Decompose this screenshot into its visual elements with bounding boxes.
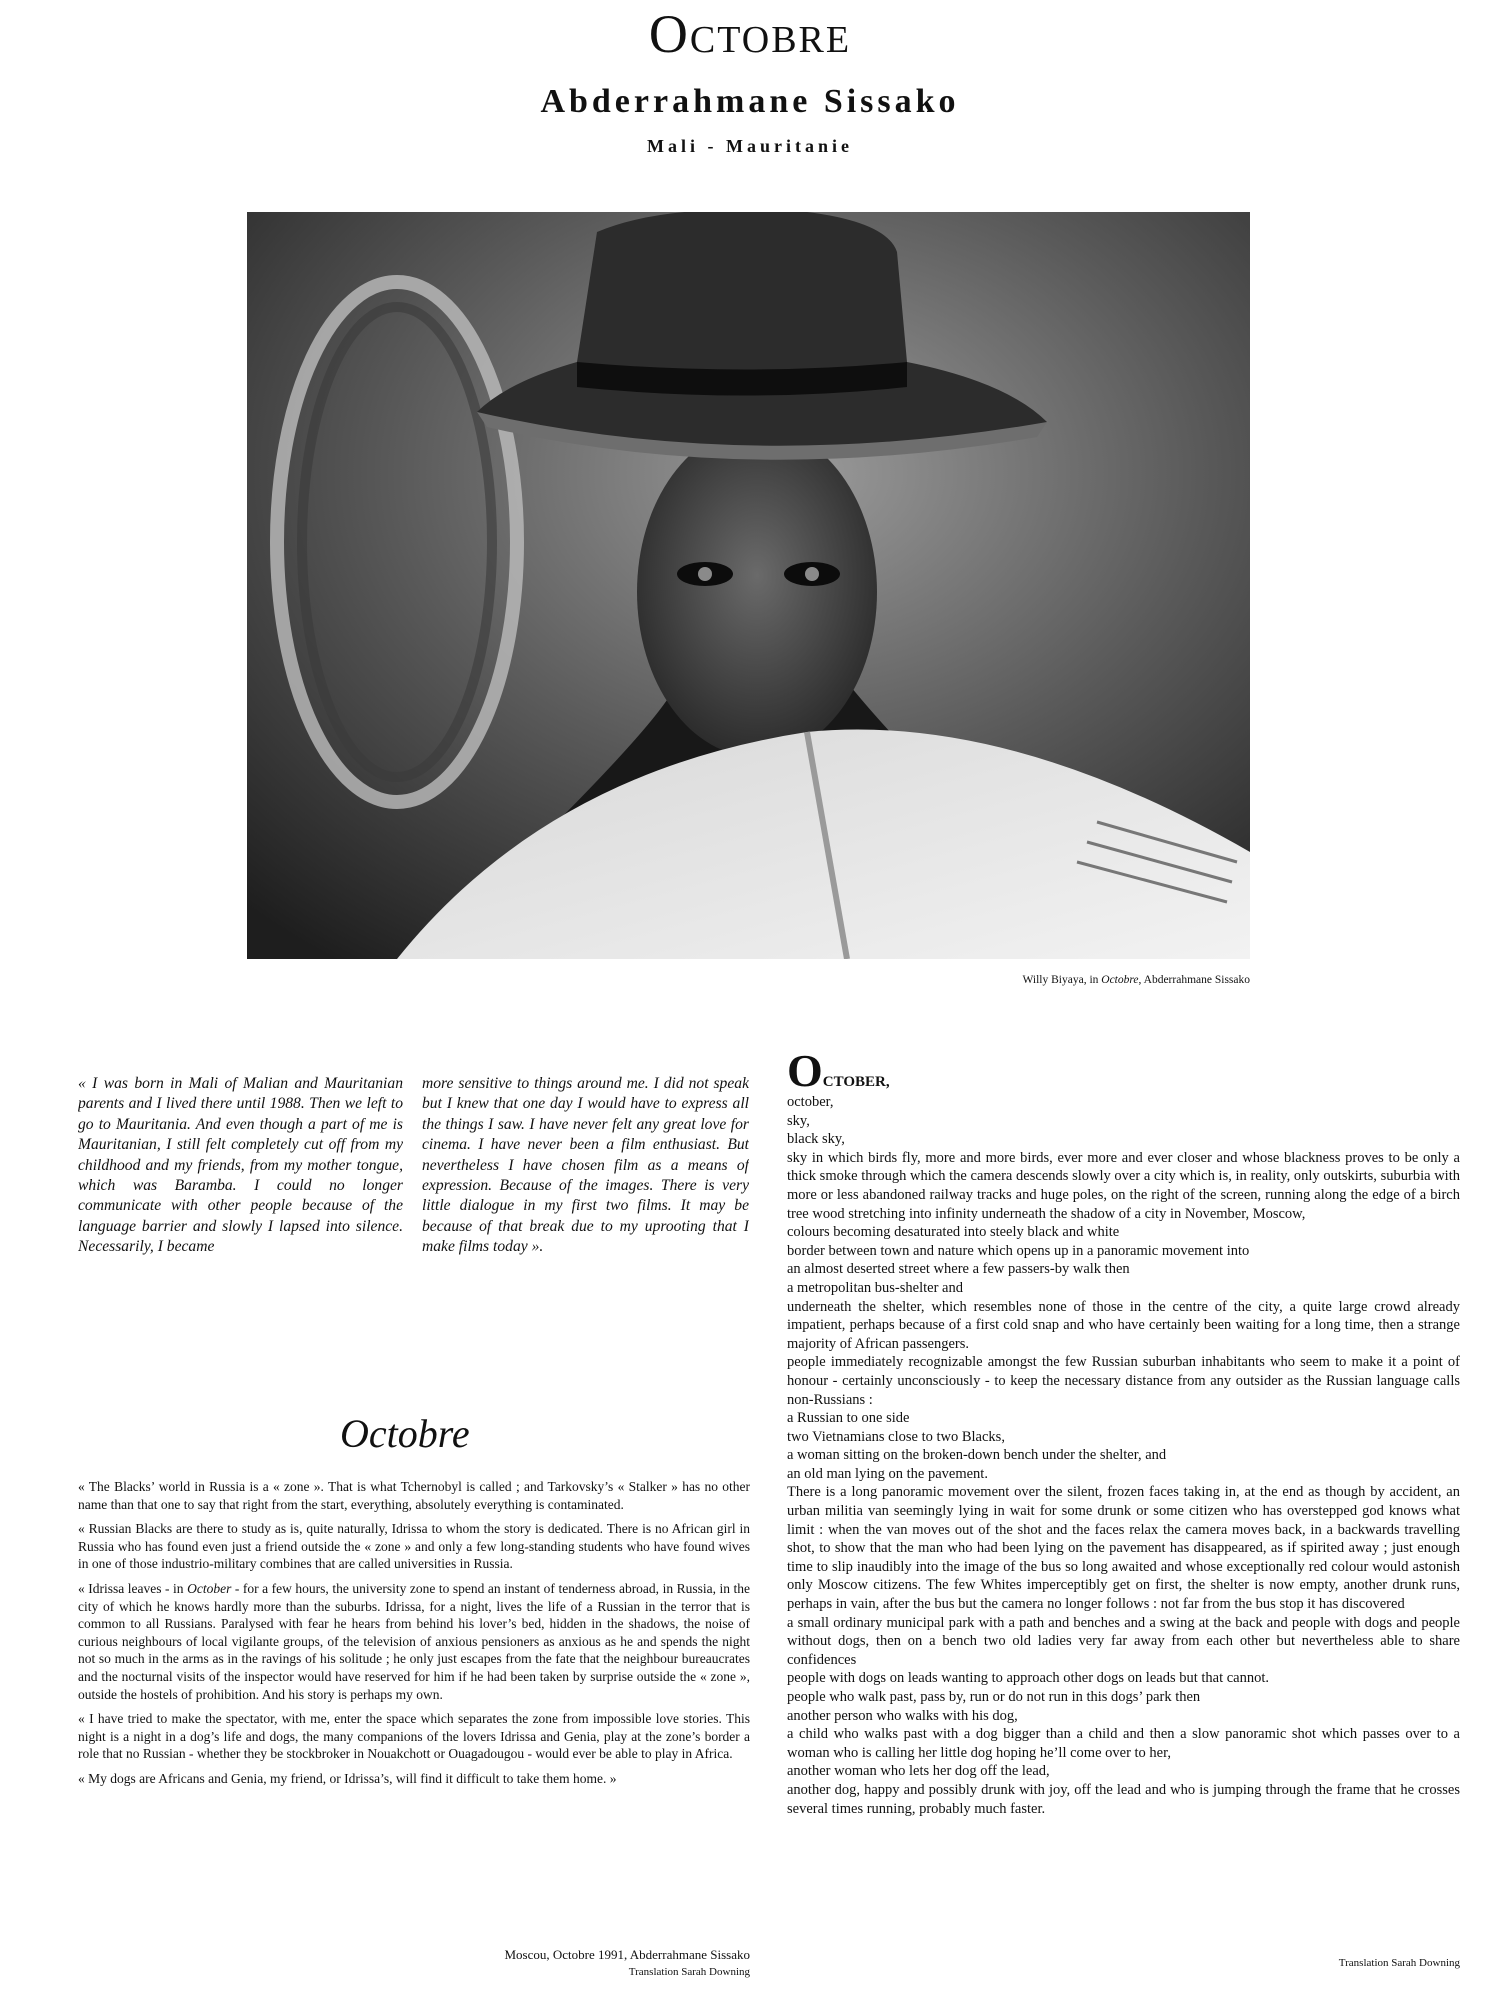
translator-credit: Translation Sarah Downing xyxy=(628,1966,750,1978)
synopsis-poem xyxy=(787,1045,1460,1818)
film-still-photo xyxy=(247,212,1250,959)
poem-line: two Vietnamians close to two Blacks, xyxy=(787,1428,1005,1445)
poem-line: october, xyxy=(787,1094,834,1110)
poem-line: colours becoming desaturated into steely black and white xyxy=(787,1224,1120,1241)
poem-line: a small ordinary municipal park with a path and benches and a swing at the back and people with dogs and people without dogs, then on a bench two old ladies very far away from each other but nevertheless able to share confidences xyxy=(787,1614,1460,1668)
poem-line: There is a long panoramic movement over the silent, frozen faces taking in, at the end as though by accident, an urban militia van seemingly lying in wait for some drunk or some citizen who has overstepped god knows what limit : when the van moves out of the shot and the faces relax the camera moves back, in a backwards travelling shot, to show that the man who had been lying on the pavement has disappeared, as if spirited away ; just enough time to slip inaudibly into the image of the bus so long awaited and whose exceptionally red colour would astonish only Moscow citizens. The few Whites imperceptibly get on first, the shelter is now empty, another drunk runs, perhaps in vain, after the bus but the camera no longer follows : not far from the bus stop it has discovered xyxy=(787,1484,1460,1613)
poem-line: sky, xyxy=(787,1112,810,1129)
statement-paragraph: « Russian Blacks are there to study as is, quite naturally, Idrissa to whom the story is dedicated. There is no African girl in Russia who has found even just a friend outside the « zone » and only a few long-standing students who have found wives in one of those industrio-military combines that are called universities in Russia. xyxy=(78,1521,750,1572)
translator-credit: Translation Sarah Downing xyxy=(1338,1957,1460,1969)
poem-line: people who walk past, pass by, run or do not run in this dogs’ park then xyxy=(787,1689,1201,1705)
page-title: Octobre xyxy=(648,4,852,64)
poem-line: a child who walks past with a dog bigger than a child and then a slow panoramic shot which passes over to a woman who is calling her little dog hoping he’ll come over to her, xyxy=(787,1726,1460,1761)
poem-line: border between town and nature which opens up in a panoramic movement into xyxy=(787,1242,1250,1259)
drop-cap: O xyxy=(787,1045,823,1096)
poem-line: underneath the shelter, which resembles none of those in the centre of the city, a quite large crowd already impatient, perhaps because of a first cold snap and who have certainly been waiting for a long time, then a strange majority of African passengers. xyxy=(787,1298,1460,1352)
director-quote-column-2: more sensitive to things around me. I did not speak but I knew that one day I would have to express all the things I saw. I have never felt any great love for cinema. I have never been a film enthusiast. But nevertheless I have chosen film as a means of expression. Because of the images. There is very little dialogue in my first two films. It may be because of that break due to my uprooting that I make films today ». xyxy=(422,1075,749,1256)
poem-line: an almost deserted street where a few passers-by walk then xyxy=(787,1261,1130,1278)
statement-paragraph: « The Blacks’ world in Russia is a « zone ». That is what Tchernobyl is called ; and Tarkovsky’s « Stalker » has no other name than that one to say that right from the start, everything, absolutely everything is contaminated. xyxy=(78,1479,750,1512)
statement-paragraph: « Idrissa leaves - in October - for a few hours, the university zone to spend an instant of tenderness abroad, in Russia, in the city of which he knows hardly more than the suburbs. Idrissa, for a night, lives the life of a Russian in the terror that is common to all Russians. Paralysed with fear he hears from behind his lover’s bed, hidden in the shadows, the noise of curious neighbours of local vigilante groups, of the television of anxious pensioners as anxious as he and spends the night not so much in the arms as in the ravings of his solitude ; he only just escapes from the fate that the neighbour bureaucrates and the nocturnal visits of the inspector would have reserved for him if he had been taken by surprise outside the « zone », outside the hostels of prohibition. And his story is perhaps my own. xyxy=(78,1580,751,1702)
director-statement xyxy=(78,1478,750,1795)
poem-line: people immediately recognizable amongst the few Russian suburban inhabitants who seem to make it a point of honour - certainly unconsciously - to keep the necessary distance from any outsider as the Russian language calls non-Russians : xyxy=(787,1354,1460,1408)
statement-paragraph: « My dogs are Africans and Genia, my friend, or Idrissa’s, will find it difficult to take them home. » xyxy=(78,1770,617,1786)
poem-line: people with dogs on leads wanting to approach other dogs on leads but that cannot. xyxy=(787,1670,1270,1687)
poem-line: another person who walks with his dog, xyxy=(787,1707,1018,1724)
signoff: Moscou, Octobre 1991, Abderrahmane Sissako xyxy=(504,1947,750,1962)
director-name: Abderrahmane Sissako xyxy=(540,83,960,120)
poem-line: sky in which birds fly, more and more birds, ever more and ever closer and whose blackness proves to be only a thick smoke through which the camera descends slowly over a city which is, in reality, only outskirts, suburbia with more or less abandoned railway tracks and huge poles, on the right of the screen, running along the edge of a birch tree wood stretching into infinity underneath the shadow of a city in November, Moscow, xyxy=(787,1149,1460,1222)
poem-line: another dog, happy and possibly drunk with joy, off the lead and who is jumping through the frame that he crosses several times running, probably much faster. xyxy=(787,1781,1460,1817)
poem-line: a Russian to one side xyxy=(787,1410,910,1427)
photo-caption: Willy Biyaya, in Octobre, Abderrahmane Sissako xyxy=(1022,974,1250,986)
poem-line: a woman sitting on the broken-down bench under the shelter, and xyxy=(787,1447,1167,1464)
poem-line: black sky, xyxy=(787,1131,845,1148)
statement-paragraph: « I have tried to make the spectator, with me, enter the space which separates the zone from impossible love stories. This night is a night in a dog’s life and dogs, the many companions of the lovers Idrissa and Genia, play at the zone’s border a role that no Russian - whether they be stockbroker in Nouakchott or Ouagadougou - would ever be able to play in Africa. xyxy=(78,1711,750,1762)
poem-line: an old man lying on the pavement. xyxy=(787,1465,988,1482)
poem-heading: OCTOBER, xyxy=(787,1045,890,1096)
poem-line: a metropolitan bus-shelter and xyxy=(787,1279,963,1296)
section-heading: Octobre xyxy=(340,1411,470,1456)
film-still-illustration xyxy=(247,212,1250,959)
country-label: Mali - Mauritanie xyxy=(647,136,853,156)
director-quote-column-1: « I was born in Mali of Malian and Mauritanian parents and I lived there until 1988. Then we left to go to Mauritania. And even though a part of me is Mauritanian, I still felt completely cut off from my childhood and my friends, from my mother tongue, which was Baramba. I could no longer communicate with other people because of the language barrier and slowly I lapsed into silence. Necessarily, I became xyxy=(78,1075,403,1256)
poem-line: another woman who lets her dog off the lead, xyxy=(787,1763,1050,1780)
